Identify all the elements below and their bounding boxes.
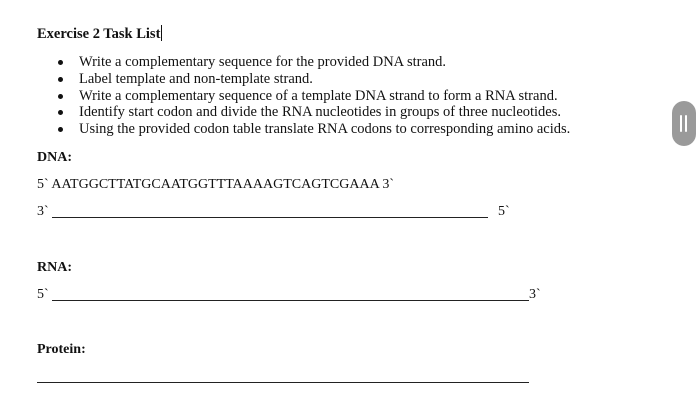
task-text: Write a complementary sequence for the provided DNA strand. <box>79 54 447 70</box>
protein-answer-line[interactable] <box>37 382 529 383</box>
task-text: Write a complementary sequence of a template DNA strand to form a RNA strand. <box>79 87 558 104</box>
dna-answer-line[interactable] <box>52 217 488 218</box>
bullet-icon <box>58 127 63 132</box>
scroll-handle-button[interactable] <box>672 101 696 146</box>
rna-answer-start-label: 5` <box>37 287 49 302</box>
task-text: Identify start codon and divide the RNA nucleotides in groups of three nucleotides. <box>79 104 562 121</box>
bullet-icon <box>58 77 63 82</box>
list-item <box>58 54 570 71</box>
protein-heading: Protein: <box>37 342 86 357</box>
pause-bars-icon <box>685 115 687 132</box>
document-title[interactable] <box>37 25 162 43</box>
list-item <box>58 121 570 138</box>
dna-answer-start-label: 3` <box>37 204 49 219</box>
rna-answer-line[interactable] <box>52 300 529 301</box>
pause-bars-icon <box>680 115 682 132</box>
bullet-icon <box>58 94 63 99</box>
title-text[interactable]: Exercise 2 Task List <box>37 26 161 42</box>
list-item <box>58 88 570 105</box>
task-text: Label template and non-template strand. <box>79 70 313 87</box>
task-text: Using the provided codon table translate RNA codons to corresponding amino acids. <box>79 121 571 138</box>
rna-answer-end-label: 3` <box>529 287 541 302</box>
bullet-icon <box>58 60 63 65</box>
list-item <box>58 71 570 88</box>
list-item <box>58 104 570 121</box>
rna-heading: RNA: <box>37 260 72 275</box>
text-cursor <box>161 25 162 41</box>
dna-answer-end-label: 5` <box>498 204 510 219</box>
dna-heading: DNA: <box>37 150 72 165</box>
dna-sequence: 5` AATGGCTTATGCAATGGTTTAAAAGTCAGTCGAAA 3` <box>37 177 395 192</box>
bullet-icon <box>58 110 63 115</box>
task-list <box>58 54 570 138</box>
